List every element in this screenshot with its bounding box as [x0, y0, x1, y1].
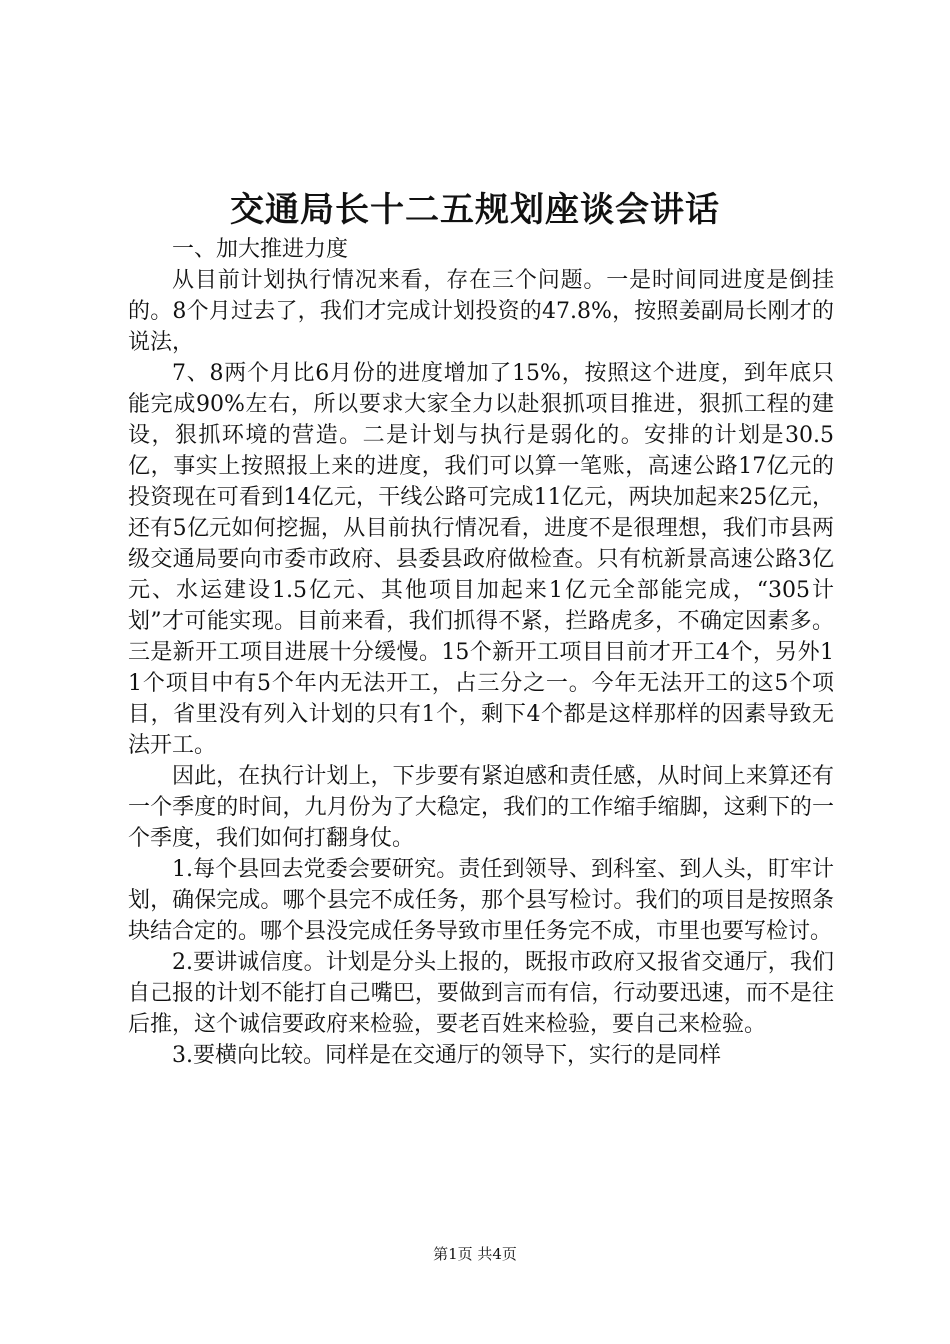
- document-body: [128, 234, 834, 1071]
- page-footer: 第1页 共4页: [433, 1245, 517, 1263]
- paragraph: 2.要讲诚信度。计划是分头上报的，既报市政府又报省交通厅，我们自己报的计划不能打自己嘴巴，要做到言而有信，行动要迅速，而不是往后推，这个诚信要政府来检验，要老百姓来检验，要自己来检验。: [128, 950, 834, 1037]
- section-heading: 一、加大推进力度: [172, 237, 349, 262]
- paragraph: 7、8两个月比6月份的进度增加了15%，按照这个进度，到年底只能完成90%左右，所以要求大家全力以赴狠抓项目推进，狠抓工程的建设，狠抓环境的营造。二是计划与执行是弱化的。安排的计划是30.5亿，事实上按照报上来的进度，我们可以算一笔账，高速公路17亿元的投资现在可看到14亿元，干线公路可完成11亿元，两块加起来25亿元，还有5亿元如何挖掘，从目前执行情况看，进度不是很理想，我们市县两级交通局要向市委市政府、县委县政府做检查。只有杭新景高速公路3亿元、水运建设1.5亿元、其他项目加起来1亿元全部能完成，“305计划”才可能实现。目前来看，我们抓得不紧，拦路虎多，不确定因素多。三是新开工项目进展十分缓慢。15个新开工项目目前才开工4个，另外11个项目中有5个年内无法开工，占三分之一。今年无法开工的这5个项目，省里没有列入计划的只有1个，剩下4个都是这样那样的因素导致无法开工。: [128, 361, 834, 758]
- paragraph: 从目前计划执行情况来看，存在三个问题。一是时间同进度是倒挂的。8个月过去了，我们才完成计划投资的47.8%，按照姜副局长刚才的说法，: [128, 268, 834, 355]
- paragraph: 1.每个县回去党委会要研究。责任到领导、到科室、到人头，盯牢计划，确保完成。哪个县完不成任务，那个县写检讨。我们的项目是按照条块结合定的。哪个县没完成任务导致市里任务完不成，市里也要写检讨。: [128, 857, 834, 944]
- paragraph: 3.要横向比较。同样是在交通厅的领导下，实行的是同样: [172, 1043, 721, 1068]
- document-title: 交通局长十二五规划座谈会讲话: [230, 190, 720, 230]
- paragraph: 因此，在执行计划上，下步要有紧迫感和责任感，从时间上来算还有一个季度的时间，九月份为了大稳定，我们的工作缩手缩脚，这剩下的一个季度，我们如何打翻身仗。: [128, 764, 834, 851]
